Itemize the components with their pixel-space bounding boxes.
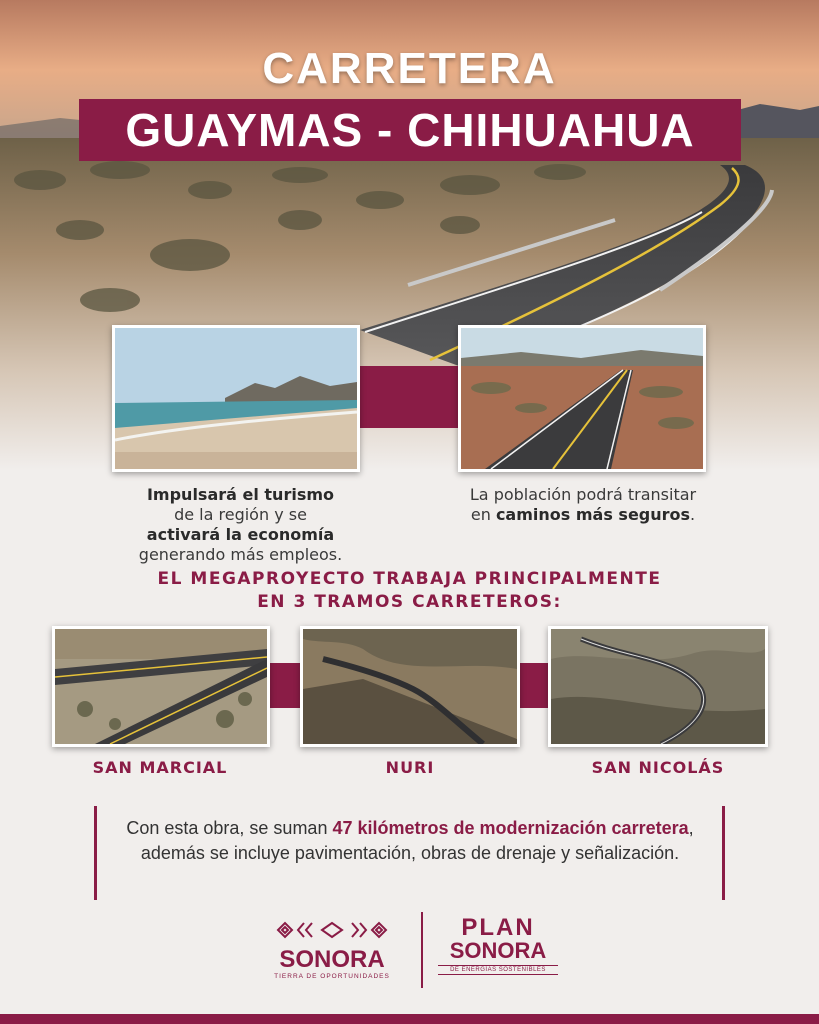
plan-tagline: DE ENERGÍAS SOSTENIBLES — [438, 965, 558, 975]
caption-text-jobs: generando más empleos. — [138, 545, 343, 564]
tramo-connector-1 — [268, 663, 304, 708]
logo-divider — [421, 912, 423, 988]
sonora-wordmark: SONORA — [279, 946, 385, 973]
san-marcial-photo — [52, 626, 270, 747]
title-route: GUAYMAS - CHIHUAHUA — [125, 104, 695, 156]
beach-illustration — [115, 328, 357, 469]
tramo-label-nuri: NURI — [385, 758, 435, 777]
summary-right-bar — [722, 806, 725, 900]
title-carretera: CARRETERA — [262, 44, 557, 93]
caption-text-region: de la región y se — [174, 505, 307, 524]
highway-illustration — [461, 328, 703, 469]
san-nicolas-photo — [548, 626, 768, 747]
summary-intro: Con esta obra, se suman — [126, 818, 333, 838]
footer-bar — [0, 1014, 819, 1024]
caption-text-population: La población podrá transitar en — [469, 485, 697, 524]
heading-line-1: EL MEGAPROYECTO TRABAJA PRINCIPALMENTE — [157, 569, 662, 589]
highway-photo — [458, 325, 706, 472]
megaproject-heading — [0, 568, 819, 614]
benefit-caption-safety — [463, 485, 703, 525]
summary-km-highlight: 47 kilómetros de modernización carretera — [332, 818, 689, 838]
plan-sonora-logo — [438, 916, 558, 975]
tramo-label-san-nicolas: SAN NICOLÁS — [591, 758, 725, 777]
benefit-caption-tourism — [108, 485, 373, 565]
beach-photo — [112, 325, 360, 472]
caption-bold-safe-roads: caminos más seguros — [495, 505, 691, 524]
nuri-photo — [300, 626, 520, 747]
heading-line-2: EN 3 TRAMOS CARRETEROS: — [257, 592, 562, 612]
sonora-tagline: TIERRA DE OPORTUNIDADES — [274, 973, 390, 980]
sonora-pattern-icon — [272, 917, 392, 943]
summary-left-bar — [94, 806, 97, 900]
caption-period: . — [690, 505, 696, 524]
photo-connector — [358, 366, 460, 428]
caption-bold-tourism: Impulsará el turismo — [146, 485, 335, 504]
interchange-illustration — [55, 629, 267, 744]
caption-bold-economy: activará la economía — [146, 525, 335, 544]
tramo-connector-2 — [516, 663, 552, 708]
title-banner — [79, 99, 741, 161]
sonora-logo — [262, 917, 402, 989]
summary-text — [120, 816, 700, 866]
plan-sonora-wordmark: SONORA — [449, 938, 547, 963]
plan-wordmark: PLAN — [461, 914, 535, 941]
tramo-label-san-marcial: SAN MARCIAL — [92, 758, 228, 777]
mountain-road-illustration — [303, 629, 517, 744]
summary-rest: , además se incluye pavimentación, obras de drenaje y señalización. — [140, 818, 694, 863]
winding-road-illustration — [551, 629, 765, 744]
